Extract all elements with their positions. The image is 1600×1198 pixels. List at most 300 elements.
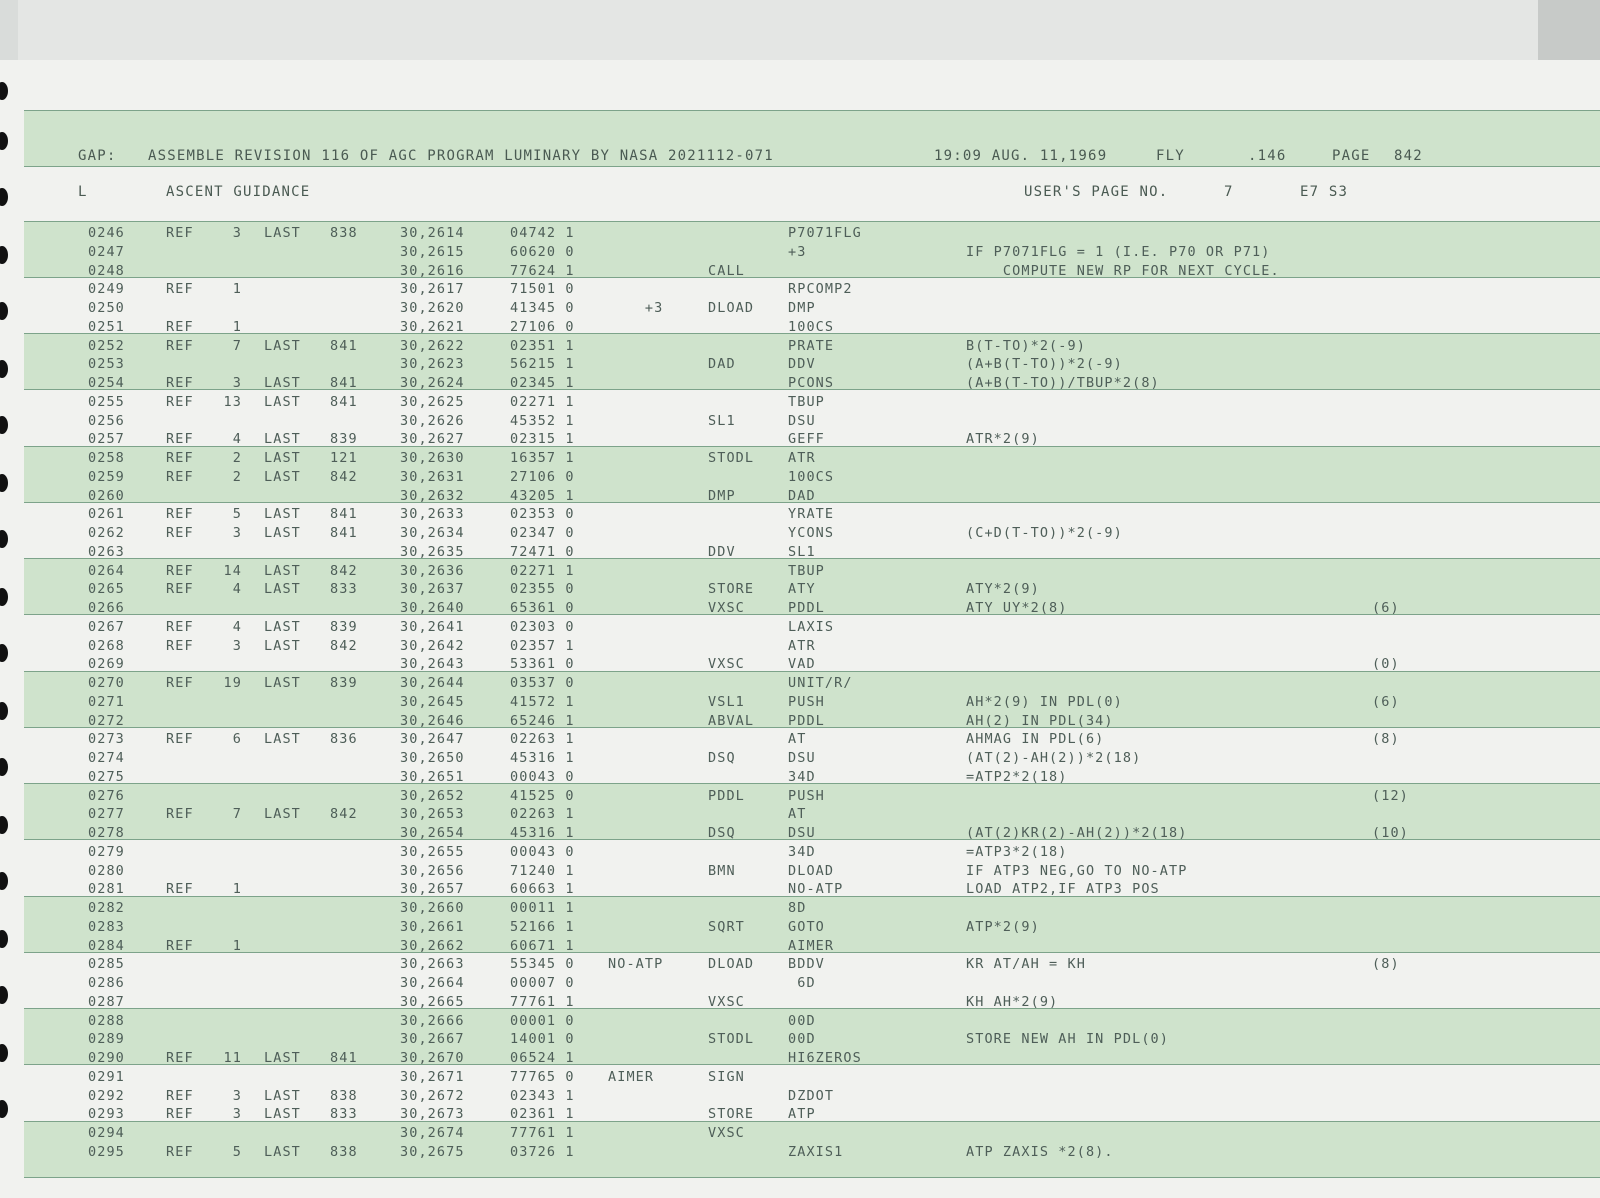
feed-hole [0,302,8,320]
feed-hole [0,930,8,948]
listing-row [24,899,1600,918]
page-label: PAGE [1332,148,1371,164]
comment: AHMAG IN PDL(6) [966,731,1105,748]
ref-label: REF [166,1106,194,1123]
memory-address: 30,2644 [400,675,465,691]
octal-word: 02271 1 [510,393,575,410]
line-number: 0279 [88,843,125,860]
line-number: 0284 [88,937,125,954]
line-number: 0277 [88,806,125,823]
listing-row [24,430,1600,449]
ref-label: REF [166,881,194,898]
comment: ATY*2(9) [966,581,1040,598]
listing-row [24,280,1600,299]
ref-label: REF [166,1050,194,1066]
comment: COMPUTE NEW RP FOR NEXT CYCLE. [966,262,1280,279]
feed-hole [0,588,8,606]
octal-word: 71501 0 [510,281,575,298]
last-page: 841 [330,525,358,541]
last-page: 839 [330,618,358,635]
last-page: 121 [330,450,358,466]
assembly-timestamp: 19:09 AUG. 11,1969 [934,148,1108,164]
line-number: 0254 [88,375,125,391]
feed-hole [0,530,8,548]
last-page: 842 [330,806,358,823]
comment: LOAD ATP2,IF ATP3 POS [966,881,1160,898]
listing-row [24,824,1600,843]
ref-count: 7 [232,806,242,823]
octal-word: 00007 0 [510,975,575,991]
memory-address: 30,2665 [400,993,465,1010]
listing-row [24,1143,1600,1162]
octal-word: 71240 1 [510,862,575,879]
listing-row [24,599,1600,618]
line-number: 0274 [88,750,125,766]
opcode: ABVAL [708,712,755,729]
line-number: 0266 [88,600,125,616]
memory-address: 30,2616 [400,262,465,279]
opcode: DSQ [708,750,736,766]
octal-word: 16357 1 [510,450,575,466]
octal-word: 77761 1 [510,1125,575,1141]
feed-hole [0,644,8,662]
listing-row [24,355,1600,374]
listing-row [24,449,1600,468]
last-label: LAST [264,637,301,654]
operand: TBUP [788,393,825,410]
memory-address: 30,2641 [400,618,465,635]
line-number: 0287 [88,993,125,1010]
last-label: LAST [264,225,301,241]
comment: B(T-TO)*2(-9) [966,337,1086,354]
operand: PUSH [788,787,825,804]
opcode: STORE [708,1106,755,1123]
memory-address: 30,2642 [400,637,465,654]
last-label: LAST [264,731,301,748]
line-number: 0291 [88,1068,125,1085]
memory-address: 30,2631 [400,468,465,485]
octal-word: 77761 1 [510,993,575,1010]
operand: AIMER [788,937,835,954]
feed-hole [0,1100,8,1118]
line-number: 0250 [88,300,125,316]
line-number: 0261 [88,506,125,523]
listing-row [24,337,1600,356]
line-number: 0270 [88,675,125,691]
ref-count: 1 [232,937,242,954]
comment: (AT(2)KR(2)-AH(2))*2(18) [966,825,1188,841]
memory-address: 30,2645 [400,693,465,710]
listing-row [24,224,1600,243]
memory-address: 30,2655 [400,843,465,860]
memory-address: 30,2625 [400,393,465,410]
operand: 34D [788,843,816,860]
listing-row [24,1012,1600,1031]
line-number: 0253 [88,356,125,373]
operand: PRATE [788,337,835,354]
ref-label: REF [166,1143,194,1160]
listing-row [24,637,1600,656]
line-number: 0292 [88,1087,125,1104]
ref-count: 3 [232,637,242,654]
line-number: 0294 [88,1125,125,1141]
octal-word: 00043 0 [510,843,575,860]
octal-word: 02355 0 [510,581,575,598]
line-number: 0286 [88,975,125,991]
operand: ZAXIS1 [788,1143,844,1160]
octal-word: 27106 0 [510,468,575,485]
memory-address: 30,2670 [400,1050,465,1066]
pdl-index: (0) [1372,656,1400,673]
band-rule [24,1177,1600,1178]
memory-address: 30,2635 [400,543,465,560]
line-number: 0263 [88,543,125,560]
last-label: LAST [264,1050,301,1066]
last-label: LAST [264,375,301,391]
ref-count: 4 [232,581,242,598]
opcode: PDDL [708,787,745,804]
octal-word: 00001 0 [510,1012,575,1029]
line-number: 0262 [88,525,125,541]
octal-word: 02303 0 [510,618,575,635]
operand: PDDL [788,600,825,616]
last-page: 841 [330,1050,358,1066]
ref-count: 11 [223,1050,242,1066]
feed-hole [0,702,8,720]
octal-word: 60671 1 [510,937,575,954]
feed-hole [0,758,8,776]
memory-address: 30,2615 [400,243,465,260]
listing-code: E7 S3 [1300,184,1349,200]
feed-hole [0,474,8,492]
feed-hole [0,360,8,378]
operand: LAXIS [788,618,835,635]
listing-row [24,730,1600,749]
band-rule [24,221,1600,222]
operand: PUSH [788,693,825,710]
line-number: 0258 [88,450,125,466]
line-number: 0282 [88,900,125,916]
comment: AH*2(9) IN PDL(0) [966,693,1123,710]
scanner-shadow [1538,0,1600,60]
page-number: 842 [1394,148,1423,164]
ref-label: REF [166,281,194,298]
comment: ATP ZAXIS *2(8). [966,1143,1114,1160]
listing-header [24,148,1600,168]
ref-label: REF [166,431,194,448]
memory-address: 30,2617 [400,281,465,298]
ref-label: REF [166,937,194,954]
line-number: 0293 [88,1106,125,1123]
octal-word: 55345 0 [510,956,575,973]
line-number: 0267 [88,618,125,635]
comment: =ATP2*2(18) [966,768,1068,785]
memory-address: 30,2661 [400,918,465,935]
line-number: 0252 [88,337,125,354]
ref-count: 3 [232,225,242,241]
listing-row [24,693,1600,712]
octal-word: 52166 1 [510,918,575,935]
listing-row [24,862,1600,881]
line-number: 0251 [88,318,125,335]
tractor-feed-holes [0,60,12,1160]
operand: DMP [788,300,816,316]
listing-row [24,712,1600,731]
octal-word: 00011 1 [510,900,575,916]
line-number: 0255 [88,393,125,410]
opcode: DLOAD [708,300,755,316]
listing-row [24,805,1600,824]
listing-row [24,1049,1600,1068]
operand: +3 [788,243,807,260]
ref-count: 7 [232,337,242,354]
feed-hole [0,82,8,100]
ref-label: REF [166,393,194,410]
ref-label: REF [166,731,194,748]
memory-address: 30,2627 [400,431,465,448]
memory-address: 30,2643 [400,656,465,673]
last-label: LAST [264,618,301,635]
listing-row [24,749,1600,768]
assembly-mode: FLY [1156,148,1185,164]
assembly-listing [24,224,1600,1162]
ref-count: 3 [232,375,242,391]
last-label: LAST [264,806,301,823]
octal-word: 65361 0 [510,600,575,616]
ref-count: 1 [232,281,242,298]
pdl-index: (8) [1372,956,1400,973]
line-number: 0289 [88,1031,125,1048]
memory-address: 30,2630 [400,450,465,466]
opcode: DSQ [708,825,736,841]
line-number: 0295 [88,1143,125,1160]
octal-word: 06524 1 [510,1050,575,1066]
last-label: LAST [264,468,301,485]
octal-word: 77624 1 [510,262,575,279]
octal-word: 02353 0 [510,506,575,523]
operand: GEFF [788,431,825,448]
operand: TBUP [788,562,825,579]
listing-row [24,1087,1600,1106]
users-page-number: 7 [1224,184,1234,200]
section-header [24,184,1600,204]
octal-word: 60663 1 [510,881,575,898]
line-number: 0285 [88,956,125,973]
opcode: BMN [708,862,736,879]
opcode: VXSC [708,993,745,1010]
feed-hole [0,416,8,434]
ref-count: 2 [232,468,242,485]
memory-address: 30,2623 [400,356,465,373]
last-label: LAST [264,393,301,410]
memory-address: 30,2660 [400,900,465,916]
last-label: LAST [264,581,301,598]
opcode: VXSC [708,656,745,673]
ref-label: REF [166,637,194,654]
opcode: SIGN [708,1068,745,1085]
last-page: 841 [330,506,358,523]
octal-word: 02351 1 [510,337,575,354]
operand: NO-ATP [788,881,844,898]
ref-label: REF [166,450,194,466]
listing-row [24,1068,1600,1087]
listing-row [24,318,1600,337]
line-number: 0280 [88,862,125,879]
listing-row [24,843,1600,862]
memory-address: 30,2671 [400,1068,465,1085]
listing-row [24,487,1600,506]
last-label: LAST [264,337,301,354]
ref-label: REF [166,318,194,335]
memory-address: 30,2667 [400,1031,465,1048]
line-number: 0278 [88,825,125,841]
listing-row [24,393,1600,412]
last-label: LAST [264,431,301,448]
comment: STORE NEW AH IN PDL(0) [966,1031,1170,1048]
ref-label: REF [166,468,194,485]
location-label: +3 [608,300,664,316]
opcode: VSL1 [708,693,745,710]
last-page: 841 [330,337,358,354]
last-page: 841 [330,375,358,391]
line-number: 0281 [88,881,125,898]
feed-hole [0,188,8,206]
line-number: 0249 [88,281,125,298]
memory-address: 30,2656 [400,862,465,879]
line-number: 0260 [88,487,125,504]
opcode: STODL [708,450,755,466]
operand: P7071FLG [788,225,862,241]
feed-hole [0,246,8,264]
last-label: LAST [264,675,301,691]
line-number: 0265 [88,581,125,598]
listing-row [24,880,1600,899]
comment: (A+B(T-TO))/TBUP*2(8) [966,375,1160,391]
operand: GOTO [788,918,825,935]
line-number: 0275 [88,768,125,785]
last-page: 842 [330,468,358,485]
listing-row [24,768,1600,787]
listing-row [24,937,1600,956]
comment: ATP*2(9) [966,918,1040,935]
line-number: 0259 [88,468,125,485]
operand: 00D [788,1012,816,1029]
memory-address: 30,2653 [400,806,465,823]
last-page: 838 [330,225,358,241]
operand: ATR [788,637,816,654]
line-number: 0257 [88,431,125,448]
listing-row [24,524,1600,543]
last-page: 833 [330,1106,358,1123]
last-label: LAST [264,506,301,523]
memory-address: 30,2657 [400,881,465,898]
octal-word: 45316 1 [510,825,575,841]
octal-word: 41345 0 [510,300,575,316]
listing-row [24,974,1600,993]
line-number: 0271 [88,693,125,710]
octal-word: 02345 1 [510,375,575,391]
operand: AT [788,731,807,748]
comment: KR AT/AH = KH [966,956,1086,973]
octal-word: 53361 0 [510,656,575,673]
operand: 100CS [788,318,835,335]
ref-count: 14 [223,562,242,579]
listing-row [24,243,1600,262]
ref-count: 3 [232,1106,242,1123]
ref-label: REF [166,562,194,579]
octal-word: 43205 1 [510,487,575,504]
line-number: 0283 [88,918,125,935]
last-label: LAST [264,450,301,466]
operand: PDDL [788,712,825,729]
comment: (C+D(T-TO))*2(-9) [966,525,1123,541]
opcode: SQRT [708,918,745,935]
last-page: 842 [330,637,358,654]
octal-word: 72471 0 [510,543,575,560]
ref-label: REF [166,375,194,391]
ref-count: 4 [232,618,242,635]
operand: 00D [788,1031,816,1048]
octal-word: 00043 0 [510,768,575,785]
elapsed-value: .146 [1248,148,1287,164]
octal-word: 02263 1 [510,806,575,823]
ref-count: 1 [232,318,242,335]
octal-word: 41572 1 [510,693,575,710]
memory-address: 30,2632 [400,487,465,504]
listing-row [24,918,1600,937]
line-number: 0276 [88,787,125,804]
pdl-index: (6) [1372,693,1400,710]
octal-word: 41525 0 [510,787,575,804]
memory-address: 30,2621 [400,318,465,335]
octal-word: 02271 1 [510,562,575,579]
memory-address: 30,2652 [400,787,465,804]
line-number: 0288 [88,1012,125,1029]
feed-hole [0,872,8,890]
octal-word: 02315 1 [510,431,575,448]
last-label: LAST [264,525,301,541]
octal-word: 56215 1 [510,356,575,373]
ref-count: 4 [232,431,242,448]
octal-word: 02361 1 [510,1106,575,1123]
ref-count: 13 [223,393,242,410]
users-page-label: USER'S PAGE NO. [1024,184,1169,200]
operand: 100CS [788,468,835,485]
operand: 8D [788,900,807,916]
location-label: AIMER [608,1068,655,1085]
memory-address: 30,2666 [400,1012,465,1029]
feed-hole [0,986,8,1004]
feed-hole [0,816,8,834]
ref-count: 2 [232,450,242,466]
octal-word: 45352 1 [510,412,575,429]
listing-row [24,618,1600,637]
operand: VAD [788,656,816,673]
operand: UNIT/R/ [788,675,853,691]
operand: ATR [788,450,816,466]
octal-word: 02357 1 [510,637,575,654]
comment: ATR*2(9) [966,431,1040,448]
operand: DDV [788,356,816,373]
memory-address: 30,2626 [400,412,465,429]
last-label: LAST [264,1106,301,1123]
operand: YRATE [788,506,835,523]
comment: =ATP3*2(18) [966,843,1068,860]
opcode: DLOAD [708,956,755,973]
ref-label: REF [166,806,194,823]
line-number: 0247 [88,243,125,260]
listing-row [24,955,1600,974]
